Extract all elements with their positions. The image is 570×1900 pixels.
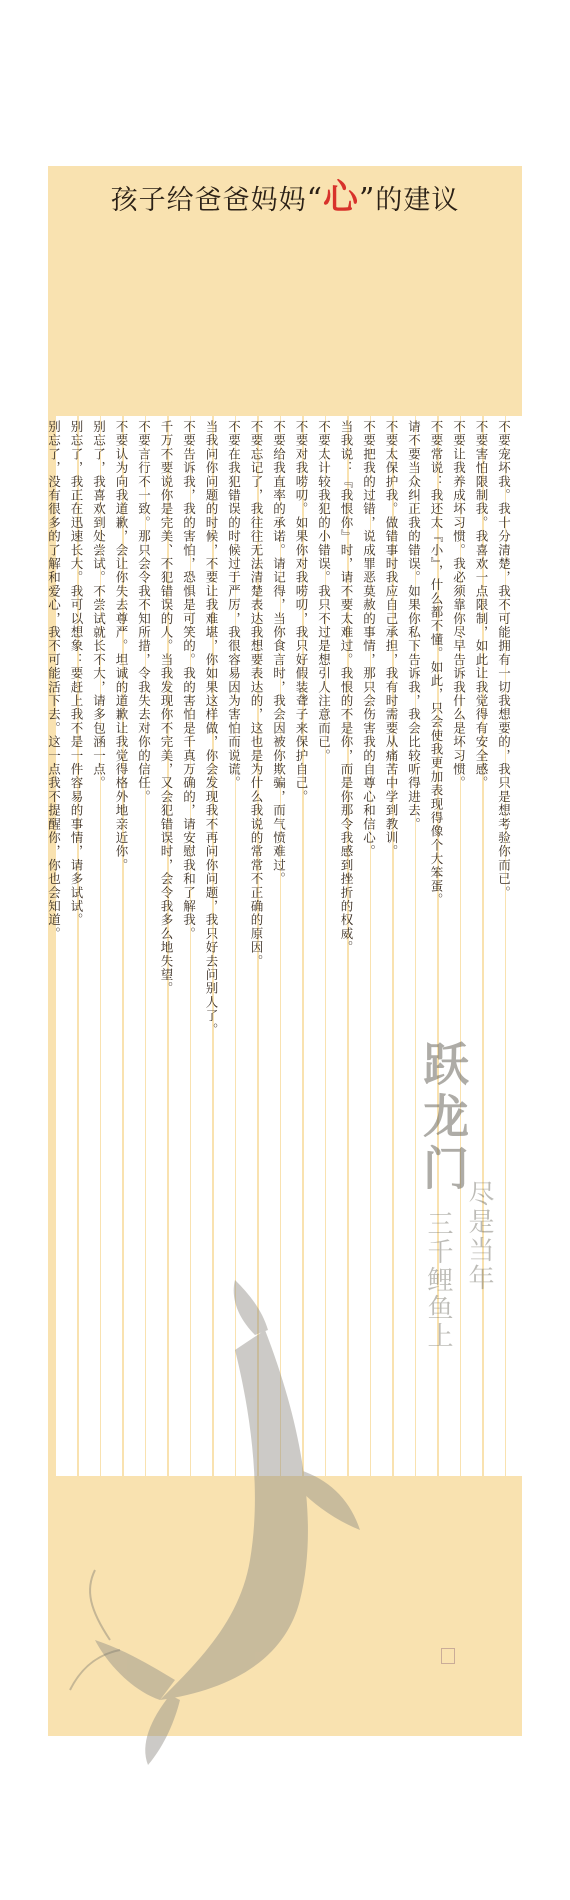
advice-column: 不要忘记了，我往往无法清楚表达我想要表达的，这也是为什么我说的常常不正确的原因。 xyxy=(249,420,264,968)
advice-column: 别忘了，没有很多的了解和爱心，我不可能活下去。这一点我不提醒你，你也会知道。 xyxy=(46,420,62,941)
advice-column: 当我问你问题的时候，不要让我难堪，你如果这样做，你会发现我不再问你问题，我只好去问别人了。 xyxy=(204,420,219,1037)
advice-column: 不要常说：我还太『小』，什么都不懂。如此，只会使我更加表现得像个大笨蛋。 xyxy=(429,420,444,907)
advice-column: 不要言行不一致。那只会令我不知所措，令我失去对你的信任。 xyxy=(136,420,152,804)
calligraphy-main-text: 跃龙门 xyxy=(416,1040,470,1196)
title-text-end: 的建议 xyxy=(375,185,460,216)
advice-column: 不要认为向我道歉，会让你失去尊严。坦诚的道歉让我觉得格外地亲近你。 xyxy=(114,420,129,873)
title-close-quote: ” xyxy=(359,182,376,217)
title-text: 孩子给爸爸妈妈 xyxy=(110,185,307,216)
advice-column: 当我说：『我恨你』时，请不要太难过。我恨的不是你，而是你那令我感到挫折的权威。 xyxy=(339,420,354,955)
advice-column: 请不要当众纠正我的错误。如果你私下告诉我，我会比较听得进去。 xyxy=(406,420,422,831)
advice-column: 不要让我养成坏习惯。我必须靠你尽早告诉我什么是坏习惯。 xyxy=(451,420,467,790)
advice-columns xyxy=(48,420,522,1300)
advice-column: 不要对我唠叨。如果你对我唠叨，我只好假装聋子来保护自己。 xyxy=(294,420,309,804)
advice-column: 不要在我犯错误的时候过于严厉，我很容易因为害怕而说谎。 xyxy=(226,420,242,790)
advice-column: 不要把我的过错，说成罪恶莫赦的事情，那只会伤害我的自尊心和信心。 xyxy=(361,420,377,859)
advice-column: 不要太计较我犯的小错误。我只不过是想引人注意而已。 xyxy=(316,420,332,763)
signature-line-2: 尽是当年 xyxy=(464,1180,494,1292)
advice-column: 不要给我直率的承诺。请记得，当你食言时，我会因被你欺骗，而气愤难过。 xyxy=(271,420,287,886)
advice-column: 千万不要说你是完美、不犯错误的人。当我发现你不完美，又会犯错误时，会令我多么地失望。 xyxy=(159,420,174,996)
advice-column: 别忘了，我正在迅速长大。我可以想象：要赶上我不是一件容易的事情，请多试试。 xyxy=(69,420,84,927)
red-seal-stamp xyxy=(441,1648,455,1664)
page-title xyxy=(0,170,570,220)
title-heart-character: 心 xyxy=(322,177,359,218)
advice-column: 不要太保护我。做错事时我应自己承担，我有时需要从痛苦中学到教训。 xyxy=(384,420,399,859)
advice-column: 不要宠坏我。我十分清楚，我不可能拥有一切我想要的，我只是想考验你而已。 xyxy=(496,420,512,900)
advice-column: 不要告诉我，我的害怕，恐惧是可笑的。我的害怕是千真万确的，请安慰我和了解我。 xyxy=(181,420,197,941)
signature-line-1: 三千鲤鱼上 xyxy=(423,1210,453,1350)
advice-column: 别忘了，我喜欢到处尝试。不尝试就长不大，请多包涵一点。 xyxy=(91,420,107,790)
title-open-quote: “ xyxy=(306,182,323,217)
advice-column: 不要害怕限制我。我喜欢一点限制，如此让我觉得有安全感。 xyxy=(474,420,489,790)
